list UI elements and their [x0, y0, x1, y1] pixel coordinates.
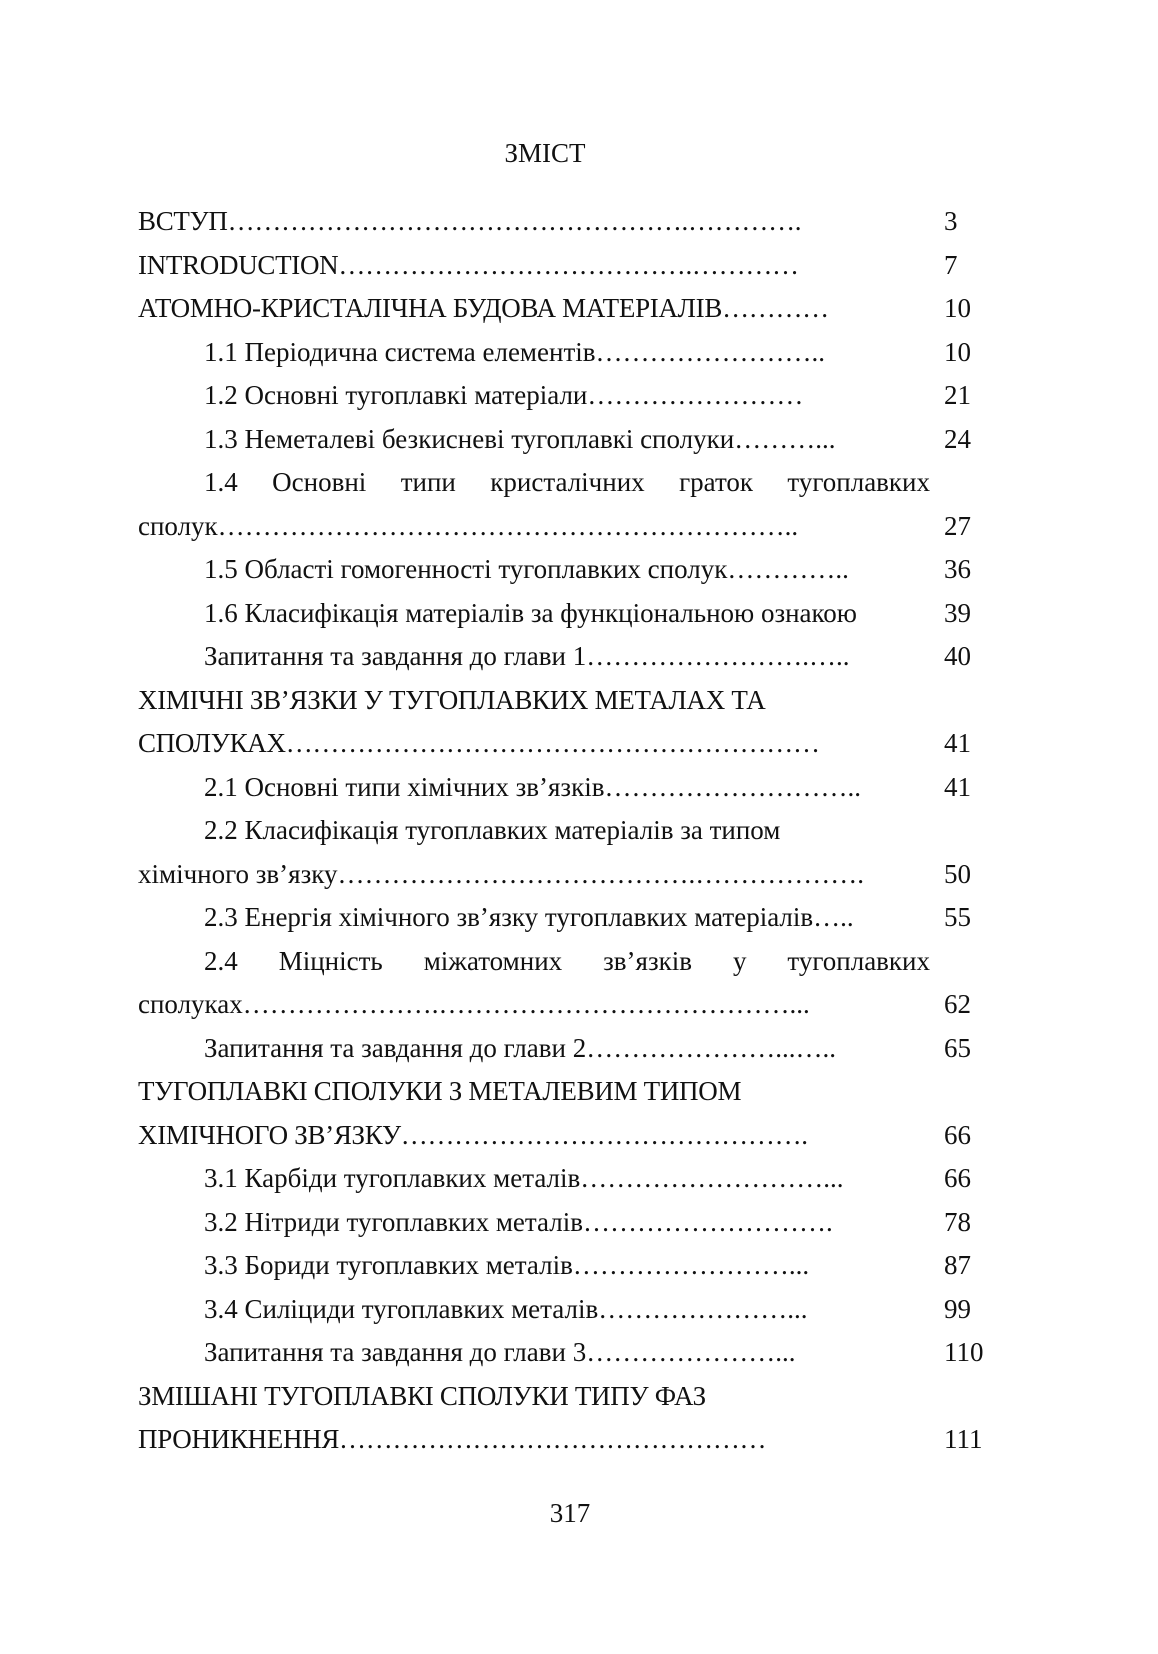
toc-entry-page: 110: [944, 1337, 984, 1367]
toc-entry-page: 41: [944, 728, 971, 758]
toc-entry-page: 36: [944, 554, 971, 584]
toc-entry-page: 40: [944, 641, 971, 671]
toc-entry: [138, 418, 998, 462]
toc-entry: [138, 1201, 998, 1245]
toc-entry: [138, 1331, 998, 1375]
toc-entry: [138, 1288, 998, 1332]
toc-entry-text: 2.4 Міцність міжатомних зв’язків у тугоплавких: [204, 945, 930, 976]
toc-entry-text: ТУГОПЛАВКІ СПОЛУКИ З МЕТАЛЕВИМ ТИПОМ: [138, 1076, 742, 1106]
toc-entry-text: 3.4 Силіциди тугоплавких металів…………………...: [204, 1293, 808, 1324]
toc-entry: [138, 722, 998, 766]
toc-entry: [138, 809, 998, 853]
toc-entry-page: 55: [944, 902, 971, 932]
toc-entry: [138, 1375, 998, 1419]
toc-entry-text: ПРОНИКНЕННЯ…………………………………………: [138, 1424, 767, 1454]
toc-entry-text: 1.4 Основні типи кристалічних граток тугоплавких: [204, 467, 930, 497]
toc-entry-text: Запитання та завдання до глави 1…………………….…..: [204, 641, 850, 671]
toc-entry-text: АТОМНО-КРИСТАЛІЧНА БУДОВА МАТЕРІАЛІВ…………: [138, 293, 829, 323]
toc-entry: [138, 766, 998, 810]
toc-entry-text: Запитання та завдання до глави 2…………………...…..: [204, 1032, 836, 1063]
toc-entry-text: ХІМІЧНІ ЗВ’ЯЗКИ У ТУГОПЛАВКИХ МЕТАЛАХ ТА: [138, 684, 766, 715]
toc-entry-text: сполуках………………….…………………………………...: [138, 989, 810, 1019]
toc-entry-page: 66: [944, 1163, 971, 1193]
page-number: 317: [549, 1498, 591, 1528]
toc-entry: [138, 461, 998, 505]
toc-entry-page: 99: [944, 1293, 971, 1324]
table-of-contents: [138, 200, 998, 1462]
toc-entry: [138, 983, 998, 1027]
toc-entry-text: ХІМІЧНОГО ЗВ’ЯЗКУ……………………………………….: [138, 1119, 808, 1150]
toc-entry-text: 1.5 Області гомогенності тугоплавких сполук…………..: [204, 554, 849, 584]
toc-title: ЗМІСТ: [504, 138, 586, 168]
toc-entry: [138, 592, 998, 636]
toc-entry-text: ЗМІШАНІ ТУГОПЛАВКІ СПОЛУКИ ТИПУ ФАЗ: [138, 1380, 706, 1411]
toc-entry-page: 21: [944, 380, 971, 410]
toc-entry: [138, 374, 998, 418]
toc-entry: [138, 287, 998, 331]
toc-entry-text: 2.2 Класифікація тугоплавких матеріалів за типом: [204, 815, 781, 845]
toc-entry-page: 39: [944, 597, 971, 628]
toc-entry-page: 41: [944, 771, 971, 802]
toc-entry: [138, 853, 998, 897]
toc-entry: [138, 200, 998, 244]
toc-entry-page: 65: [944, 1032, 971, 1063]
toc-entry-page: 78: [944, 1206, 971, 1237]
toc-entry-page: 50: [944, 858, 971, 889]
toc-entry: [138, 635, 998, 679]
toc-entry-page: 10: [944, 293, 971, 323]
toc-entry-text: Запитання та завдання до глави 3…………………...: [204, 1337, 796, 1367]
toc-entry: [138, 548, 998, 592]
toc-entry-text: хімічного зв’язку………………………………….……………….: [138, 858, 864, 889]
toc-entry: [138, 331, 998, 375]
toc-entry-text: 1.1 Періодична система елементів……………………..: [204, 336, 825, 367]
toc-entry: [138, 1027, 998, 1071]
toc-entry: [138, 1157, 998, 1201]
toc-entry-text: 3.1 Карбіди тугоплавких металів………………………...: [204, 1163, 844, 1193]
toc-entry: [138, 505, 998, 549]
toc-entry: [138, 244, 998, 288]
toc-entry: [138, 1114, 998, 1158]
toc-entry: [138, 940, 998, 984]
toc-entry: [138, 1244, 998, 1288]
toc-entry-text: сполук………………………………………………………..: [138, 510, 799, 541]
toc-entry-page: 66: [944, 1119, 971, 1150]
toc-entry-page: 3: [944, 206, 958, 236]
toc-entry-text: 1.6 Класифікація матеріалів за функціональною ознакою: [204, 597, 857, 628]
toc-entry-text: 1.3 Неметалеві безкисневі тугоплавкі сполуки………...: [204, 423, 836, 454]
toc-entry-page: 10: [944, 336, 971, 367]
toc-entry-text: СПОЛУКАХ……………………………………………………: [138, 728, 820, 758]
toc-entry-page: 7: [944, 249, 958, 280]
toc-entry: [138, 896, 998, 940]
toc-entry-page: 27: [944, 510, 971, 541]
toc-entry-text: 3.3 Бориди тугоплавких металів……………………...: [204, 1250, 810, 1280]
toc-entry-text: 1.2 Основні тугоплавкі матеріали……………………: [204, 380, 804, 410]
toc-entry-text: 2.3 Енергія хімічного зв’язку тугоплавких матеріалів…..: [204, 902, 854, 932]
toc-entry: [138, 1418, 998, 1462]
toc-entry-page: 62: [944, 989, 971, 1019]
toc-entry-page: 111: [944, 1424, 983, 1454]
toc-entry-text: 3.2 Нітриди тугоплавких металів……………………….: [204, 1206, 833, 1237]
toc-entry: [138, 1070, 998, 1114]
toc-entry-text: 2.1 Основні типи хімічних зв’язків………………………..: [204, 771, 861, 802]
toc-entry-page: 24: [944, 423, 971, 454]
toc-entry-text: INTRODUCTION………………………………….…………: [138, 249, 799, 280]
toc-entry-text: ВСТУП…………………………………………….………….: [138, 206, 802, 236]
toc-entry: [138, 679, 998, 723]
toc-entry-page: 87: [944, 1250, 971, 1280]
